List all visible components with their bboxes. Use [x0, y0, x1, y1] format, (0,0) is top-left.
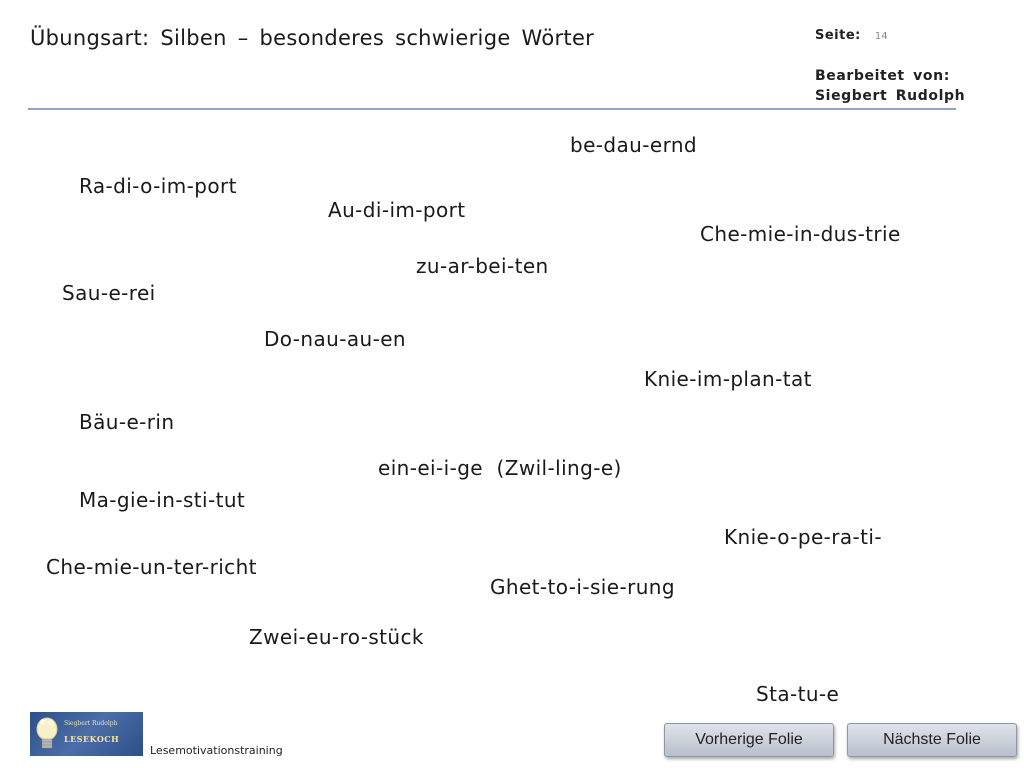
word-item: Ma-gie-in-sti-tut: [79, 488, 246, 512]
word-item: Bäu-e-rin: [79, 410, 175, 434]
edited-by-label: Bearbeitet von:: [815, 68, 950, 84]
editor-name: Siegbert Rudolph: [815, 88, 966, 104]
word-item: zu-ar-bei-ten: [416, 254, 549, 278]
word-item: Zwei-eu-ro-stück: [249, 625, 424, 649]
word-item: Knie-im-plan-tat: [644, 367, 812, 391]
previous-slide-label: Vorherige Folie: [695, 731, 803, 748]
word-item: Che-mie-un-ter-richt: [46, 555, 257, 579]
header-divider: [28, 108, 956, 110]
word-item: Au-di-im-port: [328, 198, 466, 222]
previous-slide-button[interactable]: [664, 723, 834, 757]
word-item: ein-ei-i-ge (Zwil-ling-e): [378, 456, 622, 480]
page-title: Übungsart: Silben – besonderes schwierige Wörter: [30, 26, 595, 50]
word-item: Sau-e-rei: [62, 281, 156, 305]
word-item: be-dau-ernd: [570, 133, 698, 157]
word-item: Knie-o-pe-ra-ti-: [724, 525, 882, 549]
logo-name: Siegbert Rudolph: [64, 720, 118, 727]
next-slide-label: Nächste Folie: [883, 731, 981, 748]
word-item: Do-nau-au-en: [264, 327, 406, 351]
page-label: Seite:: [815, 28, 861, 43]
word-item: Ghet-to-i-sie-rung: [490, 575, 675, 599]
lesekoch-logo: [30, 712, 143, 756]
word-item: Ra-di-o-im-port: [79, 174, 237, 198]
lightbulb-icon: [34, 716, 60, 752]
page-indicator: [815, 28, 888, 43]
next-slide-button[interactable]: [847, 723, 1017, 757]
editor-block: [815, 66, 965, 106]
word-item: Sta-tu-e: [756, 682, 840, 706]
word-item: Che-mie-in-dus-trie: [700, 222, 901, 246]
logo-brand: LESEKOCH: [64, 734, 120, 744]
footer-label: Lesemotivationstraining: [150, 744, 283, 757]
page-number: 14: [874, 31, 888, 42]
